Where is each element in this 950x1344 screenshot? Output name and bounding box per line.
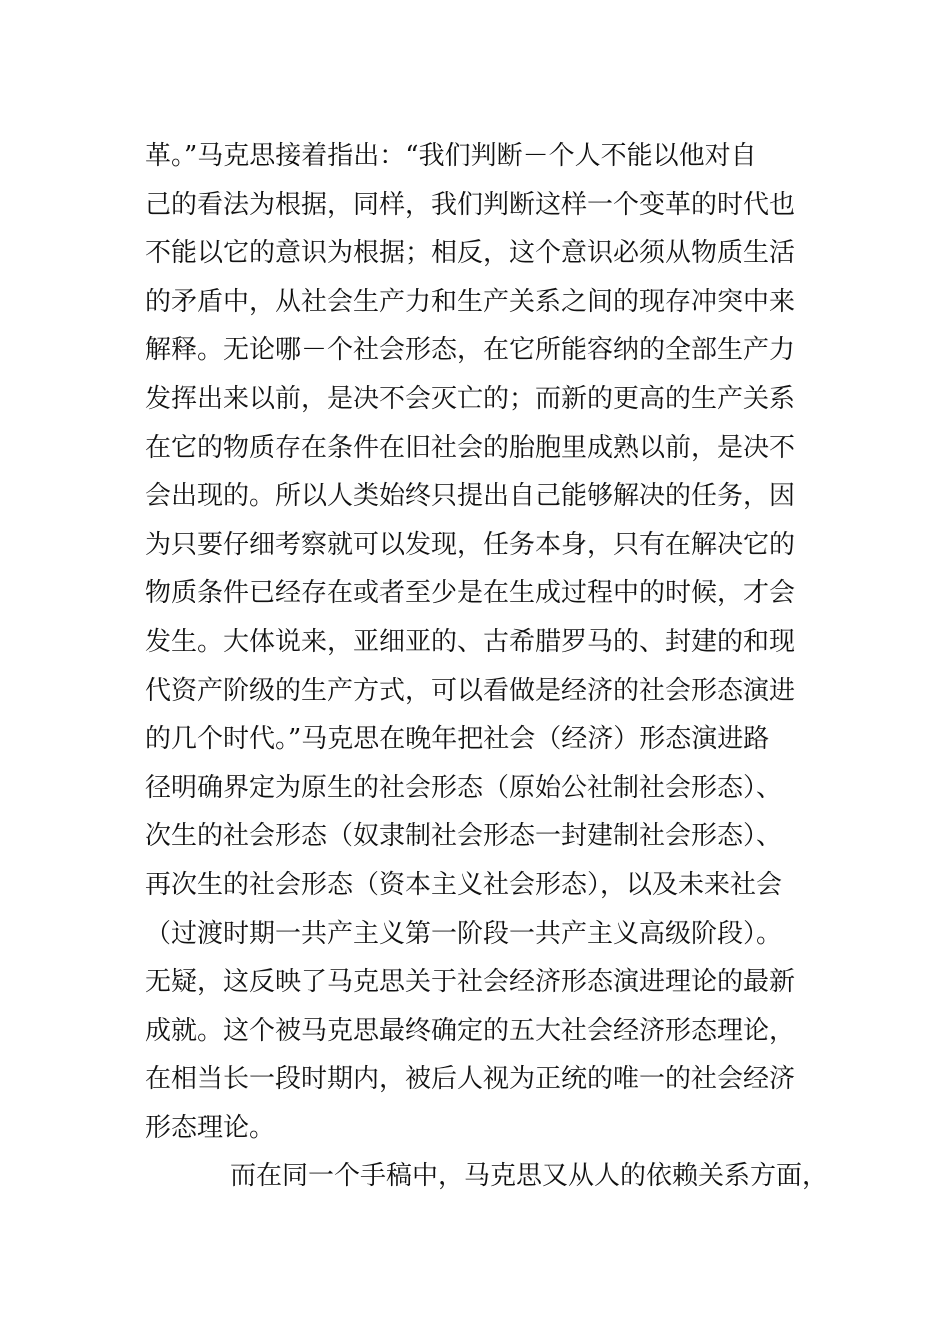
text-line: 物质条件已经存在或者至少是在生成过程中的时候，才会 xyxy=(145,578,796,609)
text-line: 革。”马克思接着指出：“我们判断－个人不能以他对自 xyxy=(145,141,757,171)
text-line: 发挥出来以前，是决不会灭亡的；而新的更高的生产关系 xyxy=(145,383,796,414)
text-line: 的矛盾中，从社会生产力和生产关系之间的现存冲突中来 xyxy=(145,286,796,317)
text-line: 为只要仔细考察就可以发现，任务本身，只有在解决它的 xyxy=(145,529,796,560)
text-line: （过渡时期一共产主义第一阶段一共产主义高级阶段）。 xyxy=(145,918,783,949)
body-text xyxy=(145,132,845,1201)
text-line: 再次生的社会形态（资本主义社会形态），以及未来社会 xyxy=(145,869,783,900)
text-line: 的几个时代。”马克思在晚年把社会（经济）形态演进路 xyxy=(145,724,770,755)
text-line: 代资产阶级的生产方式，可以看做是经济的社会形态演进 xyxy=(145,675,796,706)
text-line: 发生。大体说来，亚细亚的、古希腊罗马的、封建的和现 xyxy=(145,626,796,657)
text-line: 己的看法为根据，同样，我们判断这样一个变革的时代也 xyxy=(145,189,796,220)
text-line: 在相当长一段时期内，被后人视为正统的唯一的社会经济 xyxy=(145,1064,796,1095)
text-line: 径明确界定为原生的社会形态（原始公社制社会形态）、 xyxy=(145,772,783,803)
text-line: 成就。这个被马克思最终确定的五大社会经济形态理论， xyxy=(145,1015,796,1046)
text-line: 无疑，这反映了马克思关于社会经济形态演进理论的最新 xyxy=(145,967,796,998)
text-line: 在它的物质存在条件在旧社会的胎胞里成熟以前，是决不 xyxy=(145,432,796,463)
paragraph-start-line: 而在同一个手稿中，马克思又从人的依赖关系方面， xyxy=(230,1161,829,1192)
text-line: 解释。无论哪－个社会形态，在它所能容纳的全部生产力 xyxy=(145,335,796,366)
text-line: 形态理论。 xyxy=(145,1112,276,1143)
text-line: 次生的社会形态（奴隶制社会形态一封建制社会形态）、 xyxy=(145,821,783,852)
text-line: 不能以它的意识为根据；相反，这个意识必须从物质生活 xyxy=(145,238,796,269)
text-line: 会出现的。所以人类始终只提出自己能够解决的任务，因 xyxy=(145,481,796,512)
